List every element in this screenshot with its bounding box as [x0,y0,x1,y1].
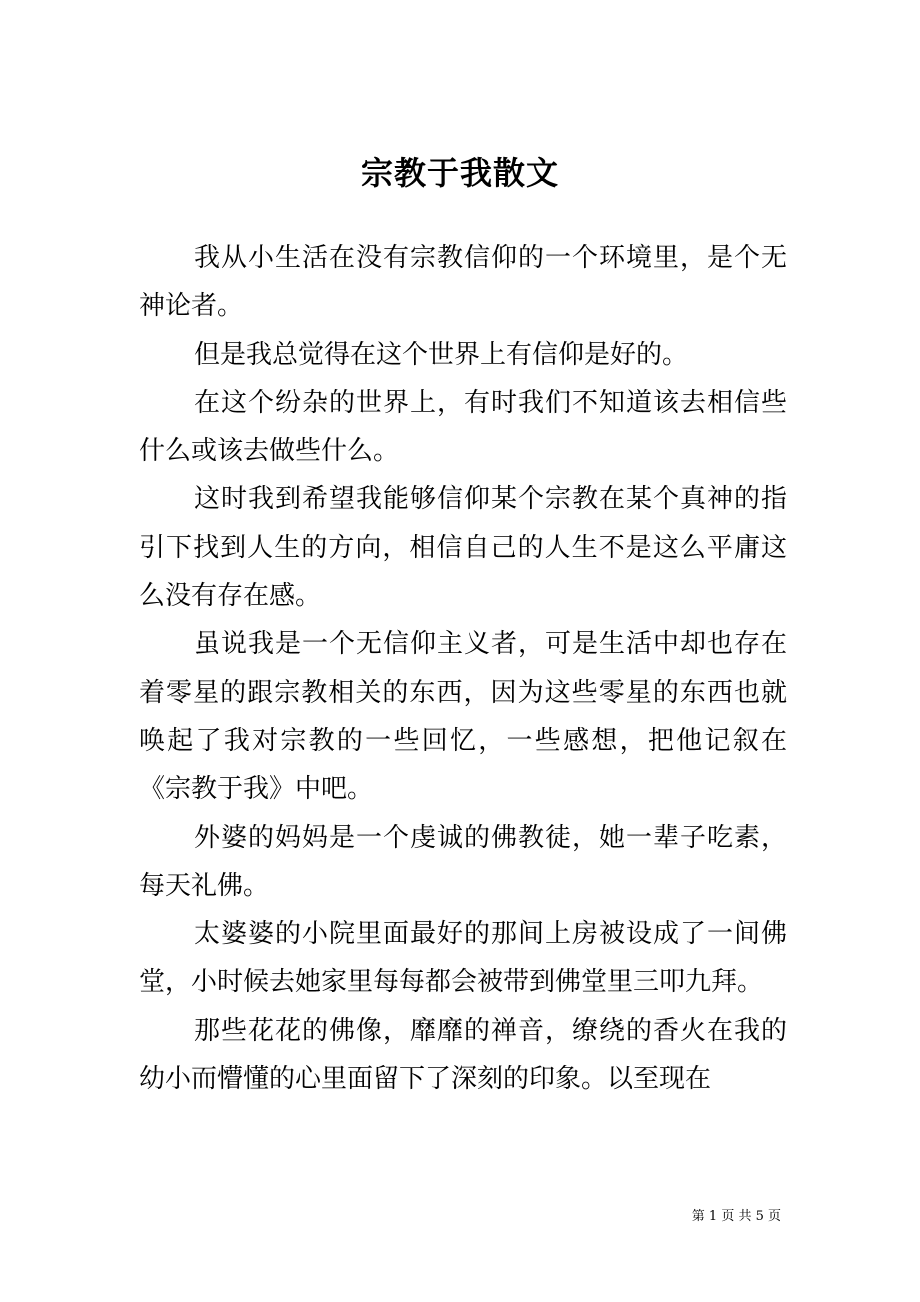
paragraph: 太婆婆的小院里面最好的那间上房被设成了一间佛堂，小时候去她家里每每都会被带到佛堂里三叩九拜。 [139,919,787,998]
page-number-footer: 第 1 页 共 5 页 [691,1209,781,1224]
paragraph: 这时我到希望我能够信仰某个宗教在某个真神的指引下找到人生的方向，相信自己的人生不是这么平庸这么没有存在感。 [139,484,787,612]
paragraph: 那些花花的佛像，靡靡的禅音，缭绕的香火在我的幼小而懵懂的心里面留下了深刻的印象。以至现在 [139,1015,787,1095]
paragraph: 在这个纷杂的世界上，有时我们不知道该去相信些什么或该去做些什么。 [139,387,787,467]
paragraph: 虽说我是一个无信仰主义者，可是生活中却也存在着零星的跟宗教相关的东西，因为这些零星的东西也就唤起了我对宗教的一些回忆，一些感想，把他记叙在《宗教于我》中吧。 [139,629,787,805]
paragraph: 但是我总觉得在这个世界上有信仰是好的。 [194,339,689,370]
document-body [139,234,787,1103]
paragraph: 外婆的妈妈是一个虔诚的佛教徒，她一辈子吃素，每天礼佛。 [139,822,787,901]
paragraph: 我从小生活在没有宗教信仰的一个环境里，是个无神论者。 [139,243,787,322]
document-title: 宗教于我散文 [360,154,559,193]
